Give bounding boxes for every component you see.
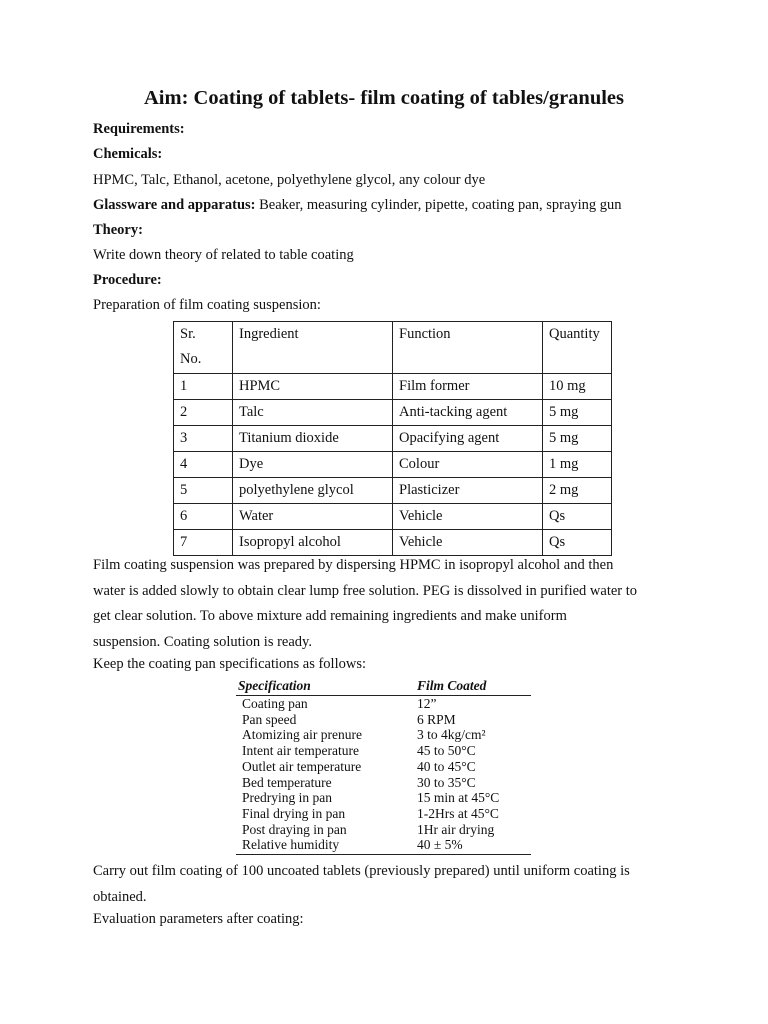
glassware-heading: Glassware and apparatus:	[93, 197, 256, 213]
evaluation-text: Evaluation parameters after coating:	[93, 911, 304, 927]
spec-value: 6 RPM	[417, 711, 456, 727]
table-cell: 4	[174, 452, 233, 478]
table-row	[174, 426, 612, 452]
table-cell: Dye	[233, 452, 393, 478]
table-row	[174, 530, 612, 556]
spec-key: Outlet air temperature	[242, 758, 362, 774]
spec-key: Intent air temperature	[242, 743, 359, 759]
table-row	[174, 452, 612, 478]
spec-value: 12”	[417, 696, 437, 711]
pan-spec-intro: Keep the coating pan specifications as follows:	[93, 656, 367, 672]
table-cell: Film former	[393, 374, 543, 400]
glassware-text: Beaker, measuring cylinder, pipette, coating pan, spraying gun	[255, 197, 622, 213]
spec-key: Pan speed	[242, 711, 297, 727]
table-cell: polyethylene glycol	[233, 478, 393, 504]
spec-table	[236, 677, 531, 855]
spec-header-film-coated: Film Coated	[417, 678, 487, 693]
spec-value: 15 min at 45°C	[417, 790, 500, 806]
table-cell: 5 mg	[543, 400, 612, 426]
spec-row	[236, 822, 531, 838]
spec-row	[236, 790, 531, 806]
spec-key: Coating pan	[242, 696, 308, 711]
spec-key: Post draying in pan	[242, 821, 347, 837]
spec-value: 30 to 35°C	[417, 774, 476, 790]
procedure-heading: Procedure:	[93, 272, 162, 288]
table-cell: Titanium dioxide	[233, 426, 393, 452]
table-cell: HPMC	[233, 374, 393, 400]
table-cell: 2	[174, 400, 233, 426]
table-cell: Anti-tacking agent	[393, 400, 543, 426]
paragraph-line: obtained.	[93, 888, 147, 905]
table-cell: 3	[174, 426, 233, 452]
chemicals-text: HPMC, Talc, Ethanol, acetone, polyethylene glycol, any colour dye	[93, 172, 486, 188]
ingredient-table-header	[174, 322, 612, 374]
spec-value: 1-2Hrs at 45°C	[417, 805, 499, 821]
requirements-heading: Requirements:	[93, 121, 185, 137]
table-row	[174, 400, 612, 426]
spec-key: Predrying in pan	[242, 790, 332, 806]
table-cell: 1	[174, 374, 233, 400]
spec-key: Bed temperature	[242, 774, 332, 790]
theory-heading: Theory:	[93, 222, 143, 238]
table-row	[174, 478, 612, 504]
spec-row	[236, 759, 531, 775]
spec-table-header	[236, 677, 531, 696]
spec-row	[236, 727, 531, 743]
carry-out-paragraph	[93, 859, 713, 910]
glassware-line	[93, 197, 622, 214]
table-cell: 7	[174, 530, 233, 556]
table-cell: Vehicle	[393, 530, 543, 556]
spec-key: Final drying in pan	[242, 805, 346, 821]
ingredient-header-cell: Function	[393, 322, 543, 374]
spec-value: 3 to 4kg/cm²	[417, 727, 486, 743]
table-cell: Colour	[393, 452, 543, 478]
paragraph-line: Carry out film coating of 100 uncoated tablets (previously prepared) until uniform coating is	[93, 863, 630, 879]
spec-row	[236, 743, 531, 759]
spec-key: Relative humidity	[242, 837, 340, 853]
table-cell: Talc	[233, 400, 393, 426]
spec-header-specification: Specification	[238, 678, 311, 693]
spec-value: 40 ± 5%	[417, 837, 463, 853]
ingredient-table	[173, 321, 612, 556]
ingredient-header-cell: Ingredient	[233, 322, 393, 374]
table-cell: Qs	[543, 504, 612, 530]
paragraph-line: get clear solution. To above mixture add remaining ingredients and make uniform	[93, 608, 567, 624]
ingredient-header-cell: Quantity	[543, 322, 612, 374]
spec-key: Atomizing air prenure	[242, 727, 362, 743]
spec-value: 45 to 50°C	[417, 743, 476, 759]
chemicals-heading: Chemicals:	[93, 146, 163, 162]
theory-text: Write down theory of related to table coating	[93, 247, 354, 263]
table-cell: 10 mg	[543, 374, 612, 400]
table-cell: 2 mg	[543, 478, 612, 504]
spec-value: 1Hr air drying	[417, 821, 495, 837]
spec-row	[236, 806, 531, 822]
ingredient-header-cell: Sr. No.	[174, 322, 233, 374]
table-row	[174, 374, 612, 400]
paragraph-line: Film coating suspension was prepared by dispersing HPMC in isopropyl alcohol and then	[93, 557, 614, 573]
table-cell: 6	[174, 504, 233, 530]
paragraph-line: suspension. Coating solution is ready.	[93, 633, 312, 650]
spec-value: 40 to 45°C	[417, 758, 476, 774]
suspension-paragraph	[93, 553, 693, 655]
table-cell: Opacifying agent	[393, 426, 543, 452]
table-cell: 5	[174, 478, 233, 504]
paragraph-line: water is added slowly to obtain clear lump free solution. PEG is dissolved in purified water to	[93, 582, 638, 599]
table-cell: 1 mg	[543, 452, 612, 478]
table-cell: 5 mg	[543, 426, 612, 452]
table-cell: Qs	[543, 530, 612, 556]
spec-table-bottom-rule	[236, 854, 531, 855]
preparation-text: Preparation of film coating suspension:	[93, 297, 321, 313]
table-row	[174, 504, 612, 530]
table-cell: Isopropyl alcohol	[233, 530, 393, 556]
table-cell: Water	[233, 504, 393, 530]
spec-row	[236, 837, 531, 853]
table-cell: Plasticizer	[393, 478, 543, 504]
spec-row	[236, 696, 531, 712]
page-title: Aim: Coating of tablets- film coating of tables/granules	[144, 87, 624, 109]
spec-row	[236, 775, 531, 791]
spec-row	[236, 712, 531, 728]
table-cell: Vehicle	[393, 504, 543, 530]
